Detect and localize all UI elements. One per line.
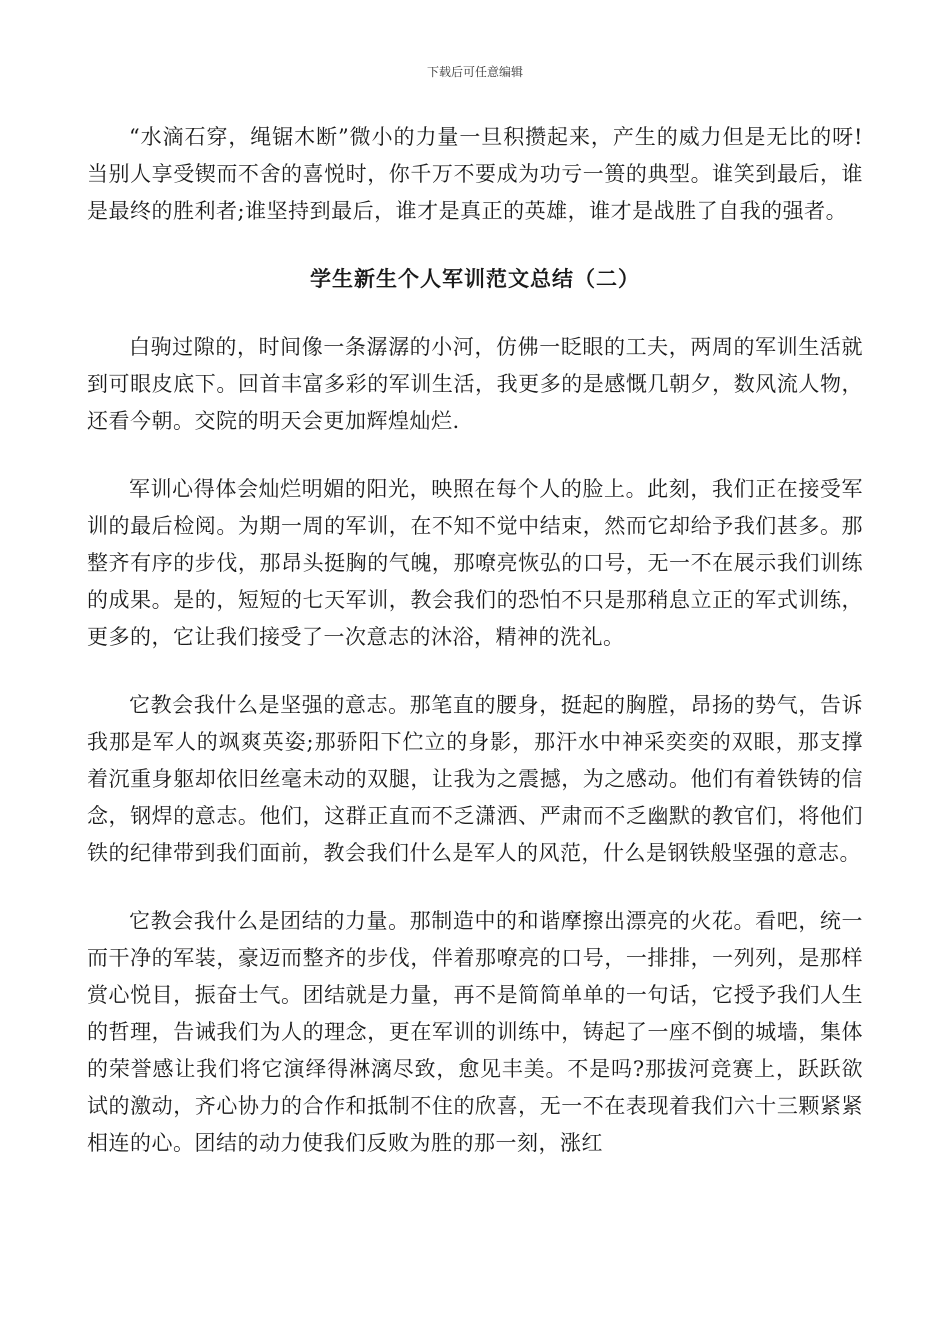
body-paragraph-1: 白驹过隙的，时间像一条潺潺的小河，仿佛一眨眼的工夫，两周的军训生活就到可眼皮底下。回首丰富多彩的军训生活，我更多的是感慨几朝夕，数风流人物，还看今朝。交院的明天会更加辉煌灿烂.: [87, 335, 863, 433]
body-paragraph-3: 它教会我什么是坚强的意志。那笔直的腰身，挺起的胸膛，昂扬的势气，告诉我那是军人的飒爽英姿;那骄阳下伫立的身影，那汗水中神采奕奕的双眼，那支撑着沉重身躯却依旧丝毫未动的双腿，让我为之震撼，为之感动。他们有着铁铸的信念，钢焊的意志。他们，这群正直而不乏潇洒、严肃而不乏幽默的教官们，将他们铁的纪律带到我们面前，教会我们什么是军人的风范，什么是钢铁般坚强的意志。: [87, 693, 863, 865]
page-header: 下载后可任意编辑: [426, 65, 523, 79]
body-paragraph-2: 军训心得体会灿烂明媚的阳光，映照在每个人的脸上。此刻，我们正在接受军训的最后检阅。为期一周的军训，在不知不觉中结束，然而它却给予我们甚多。那整齐有序的步伐，那昂头挺胸的气魄，那嘹亮恢弘的口号，无一不在展示我们训练的成果。是的，短短的七天军训，教会我们的恐怕不只是那稍息立正的军式训练，更多的，它让我们接受了一次意志的沐浴，精神的洗礼。: [87, 477, 863, 649]
intro-paragraph: “水滴石穿，绳锯木断”微小的力量一旦积攒起来，产生的威力但是无比的呀!当别人享受锲而不舍的喜悦时，你千万不要成为功亏一篑的典型。谁笑到最后，谁是最终的胜利者;谁坚持到最后，谁才是真正的英雄，谁才是战胜了自我的强者。: [87, 125, 863, 223]
section-title: 学生新生个人军训范文总结（二）: [310, 267, 640, 291]
document-body: [87, 119, 863, 1162]
body-paragraph-4: 它教会我什么是团结的力量。那制造中的和谐摩擦出漂亮的火花。看吧，统一而干净的军装，豪迈而整齐的步伐，伴着那嘹亮的口号，一排排，一列列，是那样赏心悦目，振奋士气。团结就是力量，再不是简简单单的一句话，它授予我们人生的哲理，告诫我们为人的理念，更在军训的训练中，铸起了一座不倒的城墙，集体的荣誉感让我们将它演绎得淋漓尽致，愈见丰美。不是吗?那拔河竞赛上，跃跃欲试的激动，齐心协力的合作和抵制不住的欣喜，无一不在表现着我们六十三颗紧紧相连的心。团结的动力使我们反败为胜的那一刻，涨红: [87, 909, 863, 1155]
